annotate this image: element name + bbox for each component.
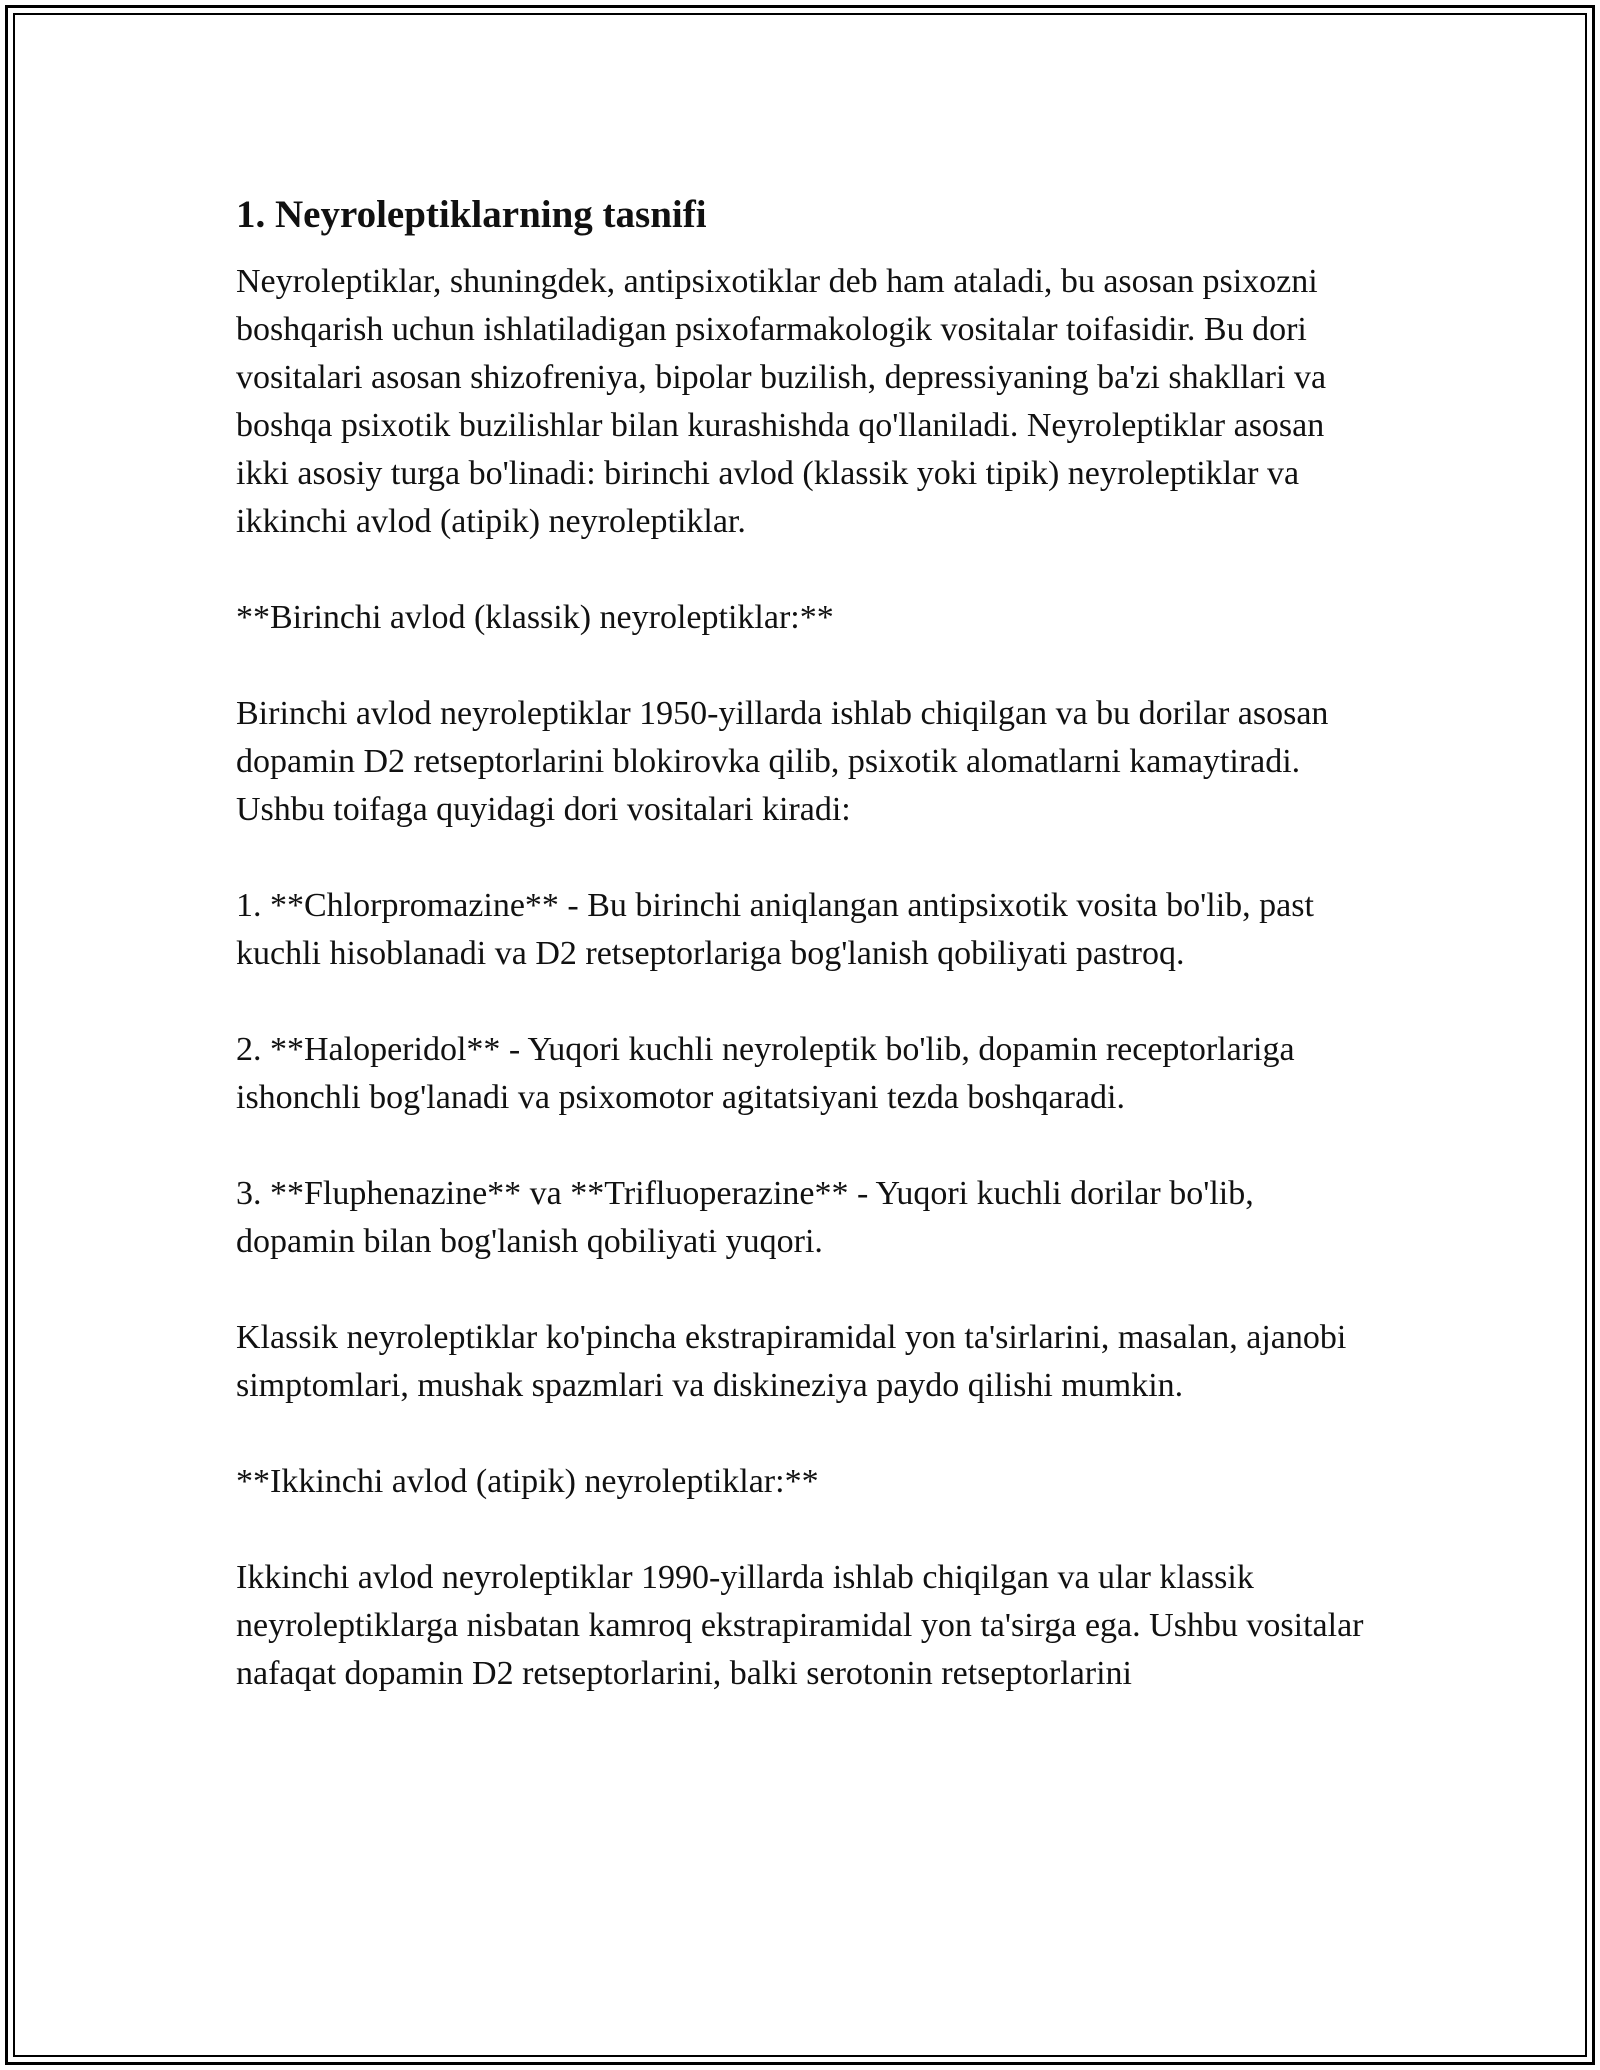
section-title: 1. Neyroleptiklarning tasnifi	[236, 193, 707, 236]
paragraph-first-gen-description: Birinchi avlod neyroleptiklar 1950-yillarda ishlab chiqilgan va bu dorilar asosan dopamin D2 retseptorlarini blokirovka qilib, psixotik alomatlarni kamaytiradi. Ushbu toifaga quyidagi dori vositalari kiradi:	[236, 695, 1329, 828]
paragraph-second-gen-description: Ikkinchi avlod neyroleptiklar 1990-yillarda ishlab chiqilgan va ular klassik neyroleptiklarga nisbatan kamroq ekstrapiramidal yon ta'sirga ega. Ushbu vositalar nafaqat dopamin D2 retseptorlarini, balki serotonin retseptorlarini	[236, 1559, 1364, 1692]
paragraph-side-effects: Klassik neyroleptiklar ko'pincha ekstrapiramidal yon ta'sirlarini, masalan, ajanobi simptomlari, mushak spazmlari va diskineziya paydo qilishi mumkin.	[236, 1319, 1347, 1404]
list-item-fluphenazine: 3. **Fluphenazine** va **Trifluoperazine** - Yuqori kuchli dorilar bo'lib, dopamin bilan bog'lanish qobiliyati yuqori.	[236, 1175, 1254, 1260]
paragraph-second-gen-heading: **Ikkinchi avlod (atipik) neyroleptiklar:**	[236, 1463, 819, 1500]
list-item-chlorpromazine: 1. **Chlorpromazine** - Bu birinchi aniqlangan antipsixotik vosita bo'lib, past kuchli hisoblanadi va D2 retseptorlariga bog'lanish qobiliyati pastroq.	[236, 887, 1314, 972]
paragraph-first-gen-heading: **Birinchi avlod (klassik) neyroleptiklar:**	[236, 599, 834, 636]
document-body	[236, 190, 1366, 1746]
list-item-haloperidol: 2. **Haloperidol** - Yuqori kuchli neyroleptik bo'lib, dopamin receptorlariga ishonchli bog'lanadi va psixomotor agitatsiyani tezda boshqaradi.	[236, 1031, 1295, 1116]
paragraph-intro: Neyroleptiklar, shuningdek, antipsixotiklar deb ham ataladi, bu asosan psixozni boshqarish uchun ishlatiladigan psixofarmakologik vositalar toifasidir. Bu dori vositalari asosan shizofreniya, bipolar buzilish, depressiyaning ba'zi shakllari va boshqa psixotik buzilishlar bilan kurashishda qo'llaniladi. Neyroleptiklar asosan ikki asosiy turga bo'linadi: birinchi avlod (klassik yoki tipik) neyroleptiklar va ikkinchi avlod (atipik) neyroleptiklar.	[236, 263, 1327, 540]
